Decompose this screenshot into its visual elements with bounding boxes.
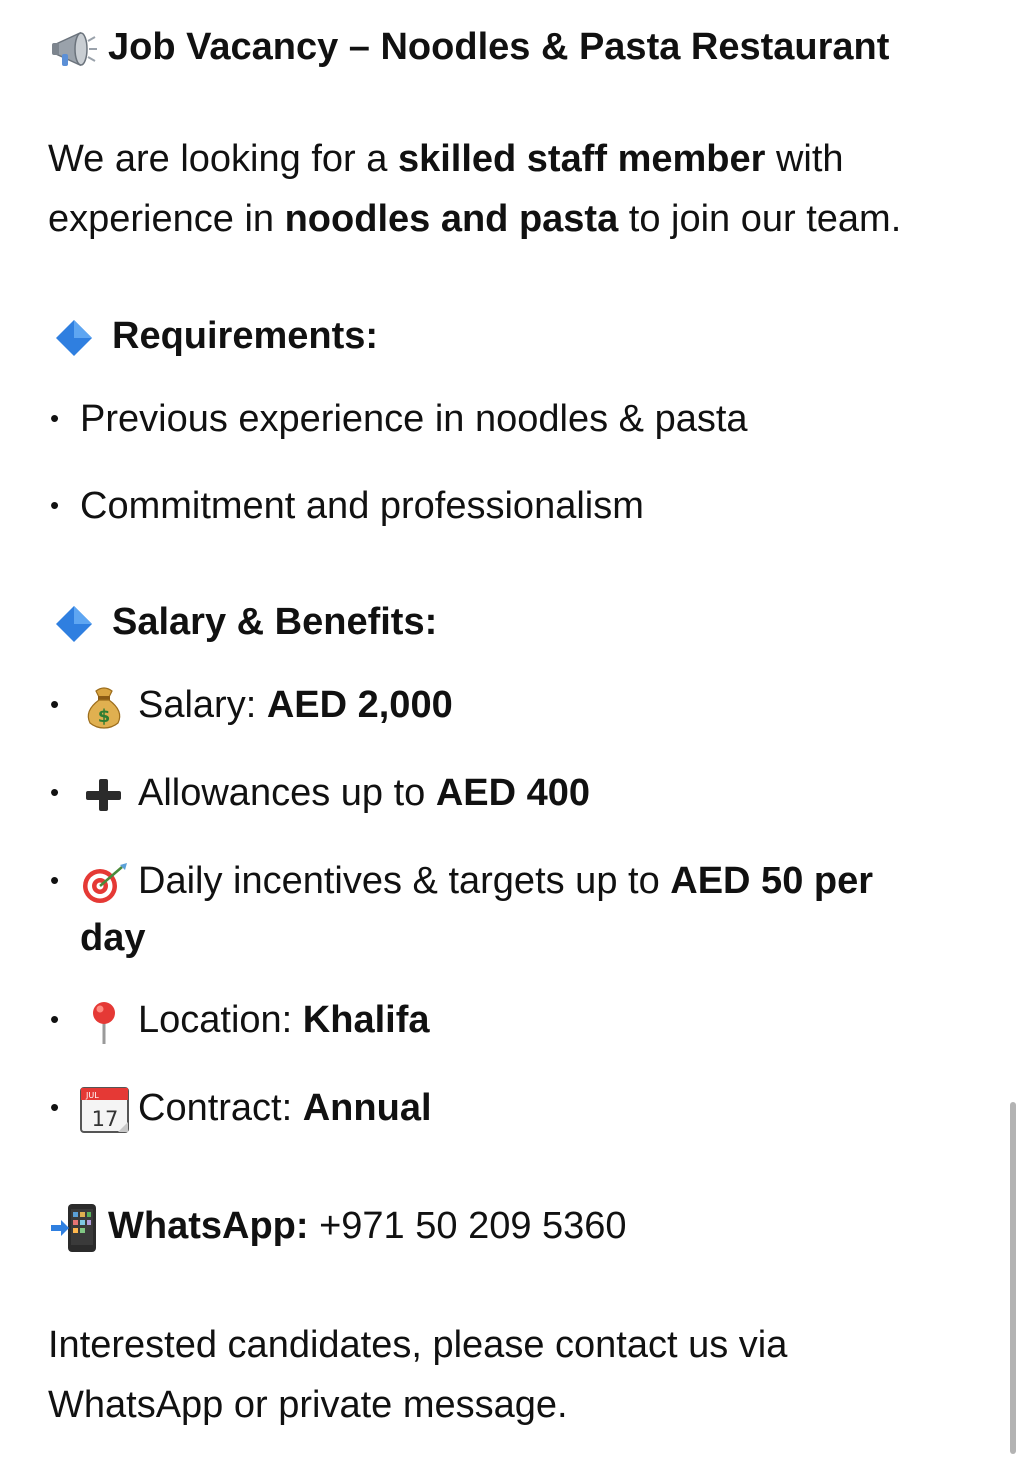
benefit-label: Location:	[138, 999, 303, 1041]
list-item	[50, 482, 644, 529]
target-icon	[80, 861, 138, 905]
plus-icon	[80, 775, 138, 815]
calendar-icon	[80, 1086, 138, 1134]
intro-text: experience in	[48, 198, 285, 240]
requirement-text: Previous experience in noodles & pasta	[80, 398, 748, 440]
blue-diamond-icon	[54, 318, 112, 358]
benefit-label: Contract:	[138, 1087, 303, 1129]
requirements-heading	[54, 313, 378, 359]
svg-text:$: $	[97, 705, 111, 727]
intro-line-2	[48, 196, 901, 242]
benefit-label: Salary:	[138, 684, 267, 726]
mobile-arrow-icon	[50, 1203, 108, 1253]
scrollbar[interactable]	[1010, 1102, 1016, 1454]
intro-bold: noodles and pasta	[284, 198, 619, 240]
benefit-value: AED 400	[435, 772, 591, 814]
whatsapp-number[interactable]: +971 50 209 5360	[308, 1205, 627, 1248]
requirement-text: Commitment and professionalism	[80, 485, 644, 527]
svg-text:JUL: JUL	[86, 1090, 99, 1100]
intro-line-1	[48, 136, 844, 182]
bullet: •	[50, 689, 60, 719]
vacancy-title	[50, 24, 889, 70]
intro-text: with	[765, 138, 844, 180]
list-item	[50, 857, 873, 905]
intro-text: to join our team.	[618, 198, 902, 240]
blue-diamond-icon	[54, 604, 112, 644]
benefit-value: Khalifa	[302, 999, 430, 1041]
closing-line-1: Interested candidates, please contact us via	[48, 1324, 788, 1366]
title-text: Job Vacancy – Noodles & Pasta Restaurant	[108, 26, 890, 68]
benefit-value-continuation: day	[80, 917, 146, 959]
salary-heading	[54, 599, 437, 645]
salary-heading-text: Salary & Benefits:	[112, 601, 438, 643]
bullet: •	[50, 1092, 60, 1122]
list-item	[50, 395, 748, 442]
list-item	[50, 681, 453, 729]
intro-bold: skilled staff member	[397, 138, 766, 180]
benefit-value: Annual	[302, 1087, 432, 1129]
benefit-label: Daily incentives & targets up to	[138, 860, 671, 902]
list-item	[50, 1084, 432, 1134]
money-bag-icon	[80, 685, 138, 729]
pin-icon	[80, 999, 138, 1045]
whatsapp-label: WhatsApp:	[108, 1205, 309, 1248]
list-item	[50, 769, 590, 816]
bullet: •	[50, 865, 60, 895]
requirements-heading-text: Requirements:	[112, 315, 379, 357]
megaphone-icon	[50, 29, 108, 69]
benefit-value: AED 50 per	[670, 860, 874, 902]
intro-text: We are looking for a	[48, 138, 398, 180]
closing-line-2: WhatsApp or private message.	[48, 1384, 568, 1426]
benefit-label: Allowances up to	[138, 772, 436, 814]
bullet: •	[50, 1004, 60, 1034]
whatsapp-line	[50, 1203, 627, 1253]
benefit-value: AED 2,000	[266, 684, 453, 726]
bullet: •	[50, 777, 60, 807]
bullet: •	[50, 403, 60, 433]
bullet: •	[50, 490, 60, 520]
svg-text:17: 17	[91, 1106, 119, 1131]
list-item	[50, 996, 430, 1045]
